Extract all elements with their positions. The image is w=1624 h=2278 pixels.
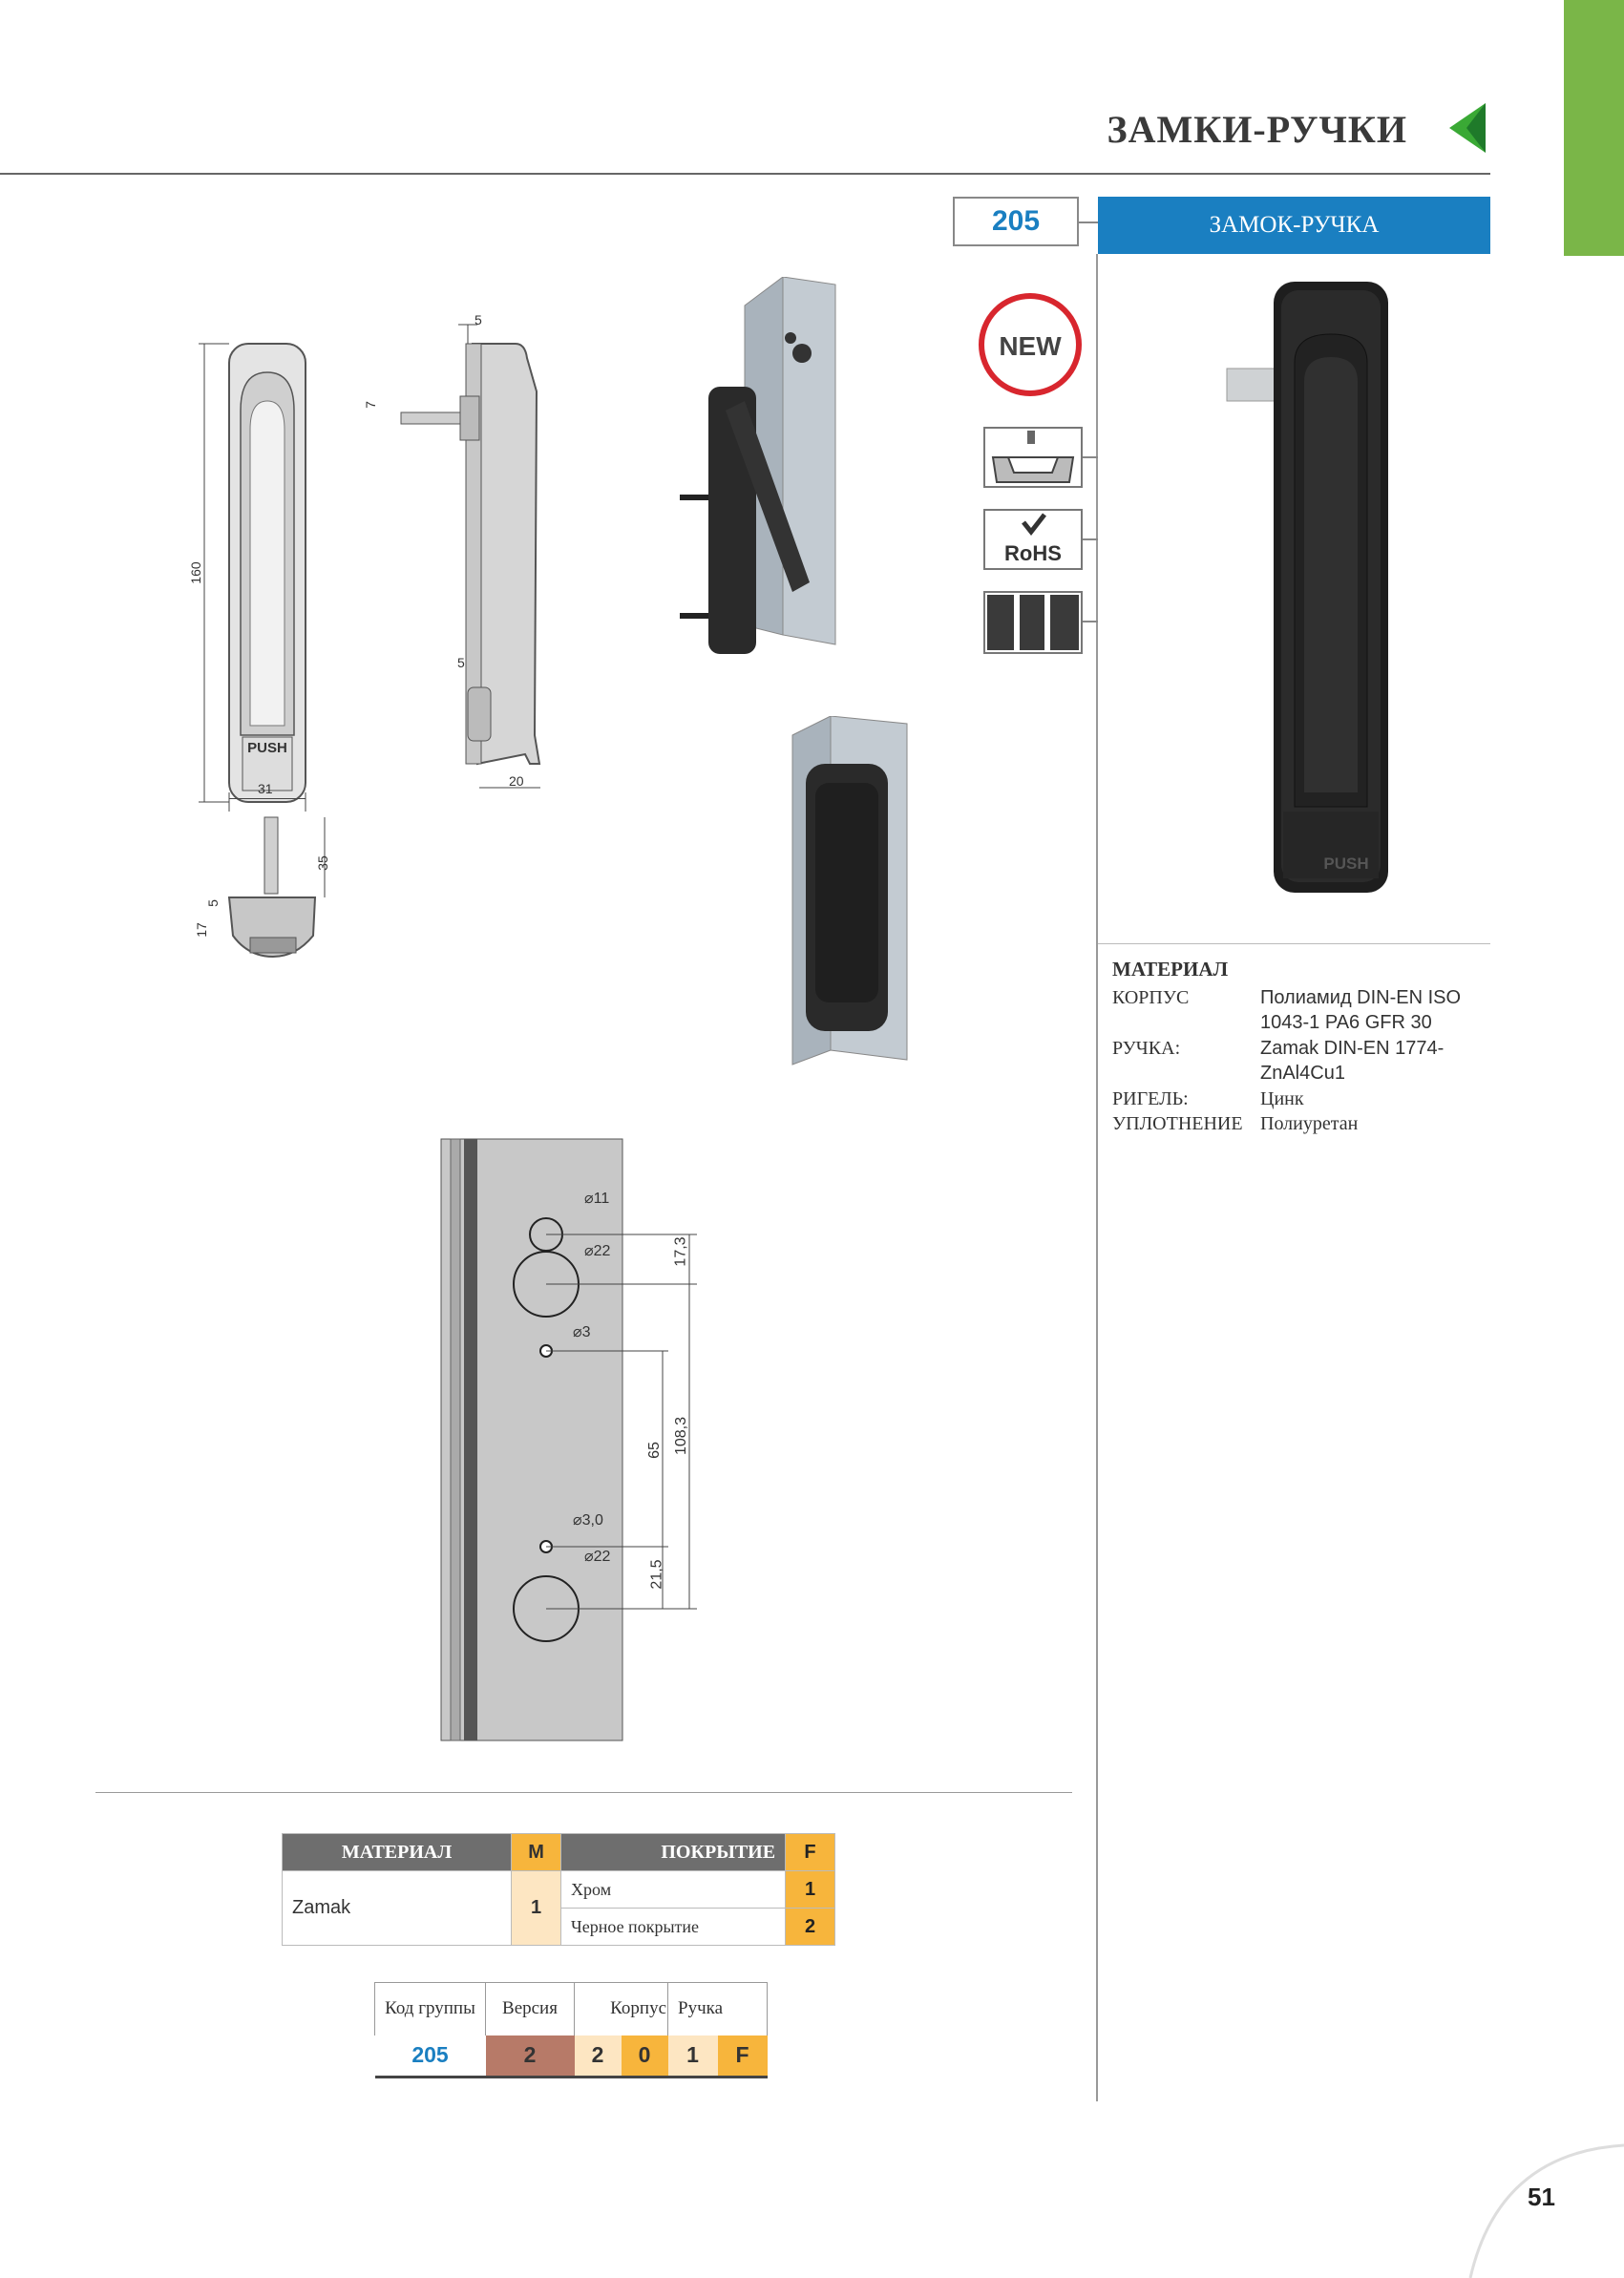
materials-divider <box>1098 943 1490 944</box>
dim-hole-4: ⌀3,0 <box>573 1512 603 1529</box>
dim-dist-2: 65 <box>645 1442 663 1459</box>
material-label-seal: УПЛОТНЕНИЕ <box>1112 1113 1243 1134</box>
side-view-drawing <box>363 306 554 812</box>
push-label-photo: PUSH <box>1323 854 1369 873</box>
product-code: 205 <box>953 197 1079 246</box>
th-material: МАТЕРИАЛ <box>283 1834 512 1871</box>
product-photo <box>1213 277 1403 907</box>
th-f: F <box>786 1834 835 1871</box>
material-value-seal: Полиуретан <box>1260 1113 1359 1134</box>
dim-line-width <box>229 798 306 799</box>
dim-hole-5: ⌀22 <box>584 1549 611 1565</box>
rohs-icon <box>983 509 1083 570</box>
code-handle-2: F <box>718 2035 768 2078</box>
front-view-drawing <box>181 325 344 812</box>
code-handle-1: 1 <box>668 2035 718 2078</box>
dim-depth: 20 <box>509 773 524 789</box>
dim-bottom-length: 35 <box>314 855 330 871</box>
th-finish: ПОКРЫТИЕ <box>561 1834 786 1871</box>
rohs-label: RoHS <box>1004 541 1062 565</box>
th-body: Корпус <box>575 1983 668 2035</box>
th-version: Версия <box>486 1983 575 2035</box>
material-label-body: КОРПУС <box>1112 987 1190 1008</box>
material-code: 1 <box>512 1871 561 1946</box>
dim-dist-3: 108,3 <box>673 1416 690 1456</box>
green-triangle-icon <box>1445 101 1487 155</box>
finish-code: 1 <box>786 1871 835 1909</box>
finish-name: Черное покрытие <box>561 1909 786 1946</box>
profile-mount-icon <box>983 427 1083 488</box>
th-m: M <box>512 1834 561 1871</box>
material-value-handle: Zamak DIN-EN 1774-ZnAl4Cu1 <box>1260 1038 1445 1084</box>
material-value-bolt: Цинк <box>1260 1088 1304 1109</box>
finish-code: 2 <box>786 1909 835 1946</box>
material-value-body: Полиамид DIN-EN ISO 1043-1 PA6 GFR 30 <box>1260 987 1462 1033</box>
page-title: ЗАМКИ-РУЧКИ <box>1107 108 1407 151</box>
icon-connector <box>1083 621 1098 622</box>
dim-hole-2: ⌀22 <box>584 1243 611 1259</box>
new-badge-icon <box>977 291 1084 398</box>
materials-heading: МАТЕРИАЛ <box>1112 958 1229 981</box>
code-body-1: 2 <box>575 2035 622 2078</box>
icon-connector <box>1083 538 1098 540</box>
code-connector <box>1079 221 1098 223</box>
new-badge-label: NEW <box>999 331 1062 361</box>
dim-hole-3: ⌀3 <box>573 1324 591 1340</box>
bottom-view-drawing <box>191 812 344 974</box>
material-finish-table <box>282 1833 835 1946</box>
page-number: 51 <box>1528 2183 1555 2211</box>
dim-side-lower: 5 <box>457 655 465 670</box>
th-handle: Ручка <box>668 1983 768 2035</box>
dim-height: 160 <box>188 561 203 584</box>
th-group: Код группы <box>375 1983 486 2035</box>
dim-bottom-b: 5 <box>204 899 221 907</box>
dim-hole-1: ⌀11 <box>584 1191 610 1207</box>
dim-dist-4: 21,5 <box>648 1559 665 1590</box>
section-tab <box>1564 0 1624 256</box>
dim-width: 31 <box>258 781 273 796</box>
push-label-drawing: PUSH <box>247 740 287 756</box>
code-group: 205 <box>375 2035 486 2078</box>
finish-swatch-icon <box>983 591 1083 654</box>
column-divider <box>1096 254 1098 2101</box>
dim-shaft: 7 <box>362 401 378 409</box>
tables-divider <box>95 1792 1072 1793</box>
product-name: ЗАМОК-РУЧКА <box>1098 197 1490 254</box>
installed-view-closed <box>773 716 926 1069</box>
installed-view-open <box>668 277 859 659</box>
order-code-table <box>374 1982 768 2078</box>
material-label-handle: РУЧКА: <box>1112 1038 1181 1059</box>
header-divider <box>0 173 1490 175</box>
material-name: Zamak <box>283 1871 512 1946</box>
material-label-bolt: РИГЕЛЬ: <box>1112 1088 1189 1109</box>
dim-dist-1: 17,3 <box>672 1236 689 1267</box>
code-body-2: 0 <box>622 2035 668 2078</box>
dim-bottom-a: 17 <box>193 922 209 938</box>
code-version: 2 <box>486 2035 575 2078</box>
finish-name: Хром <box>561 1871 786 1909</box>
icon-connector <box>1083 456 1098 458</box>
dim-side-top: 5 <box>475 312 482 327</box>
